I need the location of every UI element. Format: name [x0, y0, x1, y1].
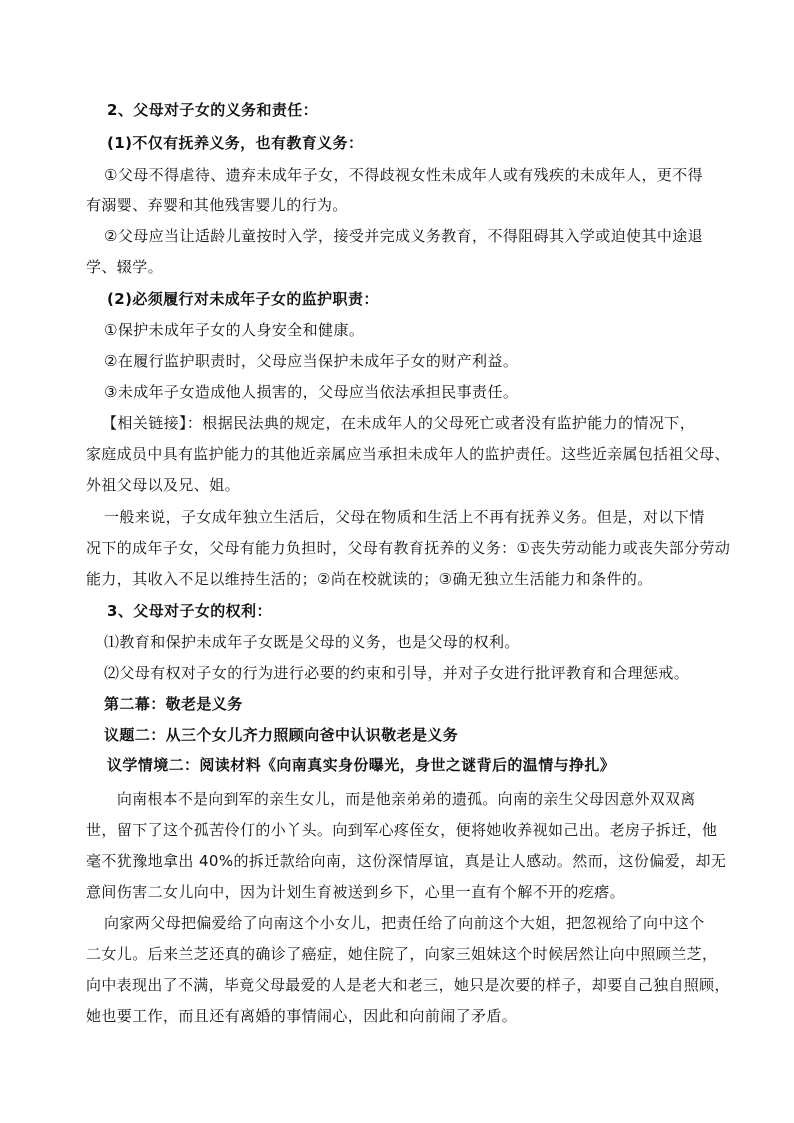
paragraph-line: 家庭成员中具有监护能力的其他近亲属应当承担未成年人的监护责任。这些近亲属包括祖父母、 — [86, 445, 730, 463]
paragraph-line: 外祖父母以及兄、姐。 — [86, 476, 241, 494]
paragraph-line: ②父母应当让适龄儿童按时入学，接受并完成义务教育，不得阻碍其入学或迫使其中途退 — [104, 227, 704, 245]
list-item: ②在履行监护职责时，父母应当保护未成年子女的财产利益。 — [104, 352, 519, 370]
list-item: ⑴教育和保护未成年子女既是父母的义务，也是父母的权利。 — [104, 633, 520, 651]
paragraph-line: 有溺婴、弃婴和其他残害婴儿的行为。 — [86, 196, 348, 214]
subheading-guardianship: (2)必须履行对未成年子女的监护职责： — [107, 290, 379, 308]
story-paragraph-line: 意间伤害二女儿向中，因为计划生育被送到乡下，心里一直有个解不开的疙瘩。 — [86, 883, 626, 901]
paragraph-line: ①父母不得虐待、遗弃未成年子女，不得歧视女性未成年人或有残疾的未成年人，更不得 — [104, 166, 704, 184]
story-paragraph-line: 她也要工作，而且还有离婚的事情闹心，因此和向前闹了矛盾。 — [86, 1007, 518, 1025]
act-two-heading: 第二幕：敬老是义务 — [104, 695, 243, 713]
paragraph-line: 况下的成年子女，父母有能力负担时，父母有教育抚养的义务：①丧失劳动能力或丧失部分劳动 — [86, 539, 731, 557]
story-paragraph-line: 二女儿。后来兰芝还真的确诊了癌症，她住院了，向家三姐妹这个时候居然让向中照顾兰芝， — [86, 945, 718, 963]
story-paragraph-line: 向南根本不是向到军的亲生女儿，而是他亲弟弟的遗孤。向南的亲生父母因意外双双离 — [117, 790, 696, 808]
list-item: ③未成年子女造成他人损害的，父母应当依法承担民事责任。 — [104, 383, 519, 401]
related-link-paragraph: 【相关链接】：根据民法典的规定，在未成年人的父母死亡或者没有监护能力的情况下， — [102, 414, 696, 432]
story-paragraph-line: 向家两父母把偏爱给了向南这个小女儿，把责任给了向前这个大姐，把忽视给了向中这个 — [104, 914, 705, 932]
paragraph-line: 学、辍学。 — [86, 258, 164, 276]
topic-two-heading: 议题二：从三个女儿齐力照顾向爸中认识敬老是义务 — [104, 726, 459, 744]
list-item: ⑵父母有权对子女的行为进行必要的约束和引导，并对子女进行批评教育和合理惩戒。 — [104, 664, 690, 682]
section-heading-parent-rights: 3、父母对子女的权利： — [107, 602, 272, 620]
learning-scenario-line — [107, 755, 727, 775]
paragraph-line: 一般来说，子女成年独立生活后，父母在物质和生活上不再有抚养义务。但是，对以下情 — [104, 508, 705, 526]
subheading-support-and-education: (1)不仅有抚养义务，也有教育义务： — [107, 134, 364, 152]
story-paragraph-line: 向中表现出了不满，毕竟父母最爱的人是老大和老三，她只是次要的样子，却要自己独自照顾， — [86, 976, 730, 994]
scenario-label: 议学情境二：阅读材料《向南真实身份曝光，身世之谜背后的温情与挣扎》 — [107, 756, 616, 774]
section-heading-parent-duties: 2、父母对子女的义务和责任： — [107, 101, 319, 119]
story-paragraph-line: 毫不犹豫地拿出 40%的拆迁款给向南，这份深情厚谊，真是让人感动。然而，这份偏爱，却无 — [86, 852, 727, 870]
story-paragraph-line: 世，留下了这个孤苦伶仃的小丫头。向到军心疼侄女，便将她收养视如己出。老房子拆迁，他 — [86, 821, 718, 839]
list-item: ①保护未成年子女的人身安全和健康。 — [104, 321, 365, 339]
paragraph-line: 能力，其收入不足以维持生活的；②尚在校就读的；③确无独立生活能力和条件的。 — [86, 570, 653, 588]
